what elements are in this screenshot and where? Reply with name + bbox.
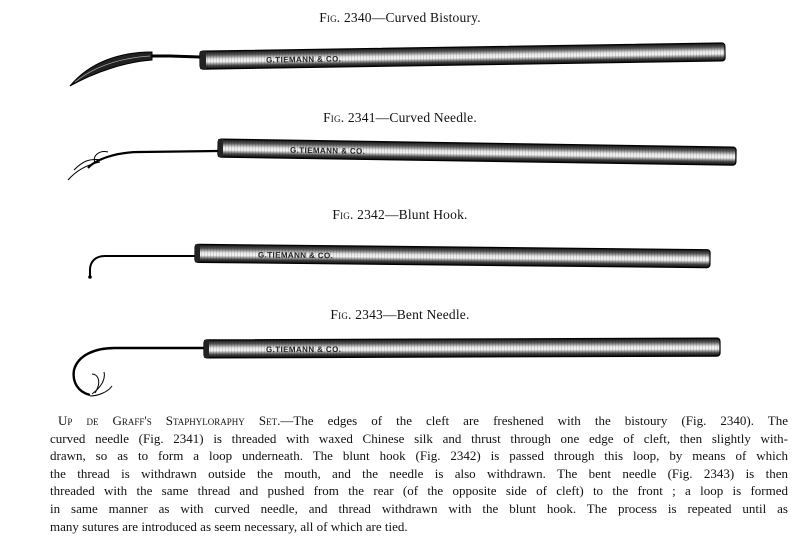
figure-caption-2340: Fig. 2340—Curved Bistoury. bbox=[319, 10, 481, 25]
description-line-4: the thread is withdrawn outside the mouth, and the needle is also withdrawn. The bent needle (Fig. 2343) is then bbox=[50, 465, 788, 481]
fig-title: Bent Needle. bbox=[396, 307, 470, 322]
blunt-hook-illustration bbox=[88, 244, 710, 278]
description-line-6: in same manner as with curved needle, and thread withdrawn with the blunt hook. The process is repeated until as bbox=[50, 500, 788, 516]
figure-caption-2341: Fig. 2341—Curved Needle. bbox=[323, 110, 477, 125]
bent-needle-illustration bbox=[74, 338, 720, 396]
curved-bistoury-illustration bbox=[70, 43, 725, 86]
figure-caption-2342: Fig. 2342—Blunt Hook. bbox=[332, 207, 468, 222]
description-heading: Up de Graff's Staphyloraphy Set. bbox=[58, 413, 281, 428]
fig-prefix: Fig. bbox=[332, 207, 354, 222]
maker-stamp: G.TIEMANN & CO. bbox=[257, 250, 334, 261]
maker-stamp: G.TIEMANN & CO. bbox=[265, 344, 342, 355]
fig-title: Curved Needle. bbox=[389, 110, 477, 125]
fig-number: 2341 bbox=[347, 110, 376, 125]
description-line-7: many sutures are introduced as seem necessary, all of which are tied. bbox=[50, 518, 408, 534]
maker-stamp: G.TIEMANN & CO. bbox=[289, 145, 366, 156]
fig-title: Curved Bistoury. bbox=[385, 10, 481, 25]
description-text: —The edges of the cleft are freshened with the bistoury (Fig. 2340). The bbox=[280, 413, 788, 428]
fig-prefix: Fig. bbox=[319, 10, 341, 25]
description-line-3: drawn, so as to form a loop underneath. The blunt hook (Fig. 2342) is passed through this loop, by means of which bbox=[50, 448, 788, 464]
description-line-5: threaded with the same thread and pushed from the rear (of the opposite side of cleft) to the front ; a loop is formed bbox=[50, 483, 788, 499]
description-line-1 bbox=[50, 412, 788, 430]
fig-prefix: Fig. bbox=[323, 110, 345, 125]
fig-number: 2342 bbox=[357, 207, 385, 222]
maker-stamp: G.TIEMANN & CO. bbox=[265, 54, 342, 65]
fig-number: 2343 bbox=[355, 307, 383, 322]
fig-title: Blunt Hook. bbox=[398, 207, 468, 222]
fig-prefix: Fig. bbox=[330, 307, 352, 322]
figure-caption-2343: Fig. 2343—Bent Needle. bbox=[330, 307, 470, 322]
curved-needle-illustration bbox=[68, 139, 736, 180]
description-line-2: curved needle (Fig. 2341) is threaded with waxed Chinese silk and thrust through one edge of cleft, then slightly with- bbox=[50, 430, 788, 446]
fig-number: 2340 bbox=[343, 10, 372, 25]
description-paragraph bbox=[50, 412, 788, 535]
